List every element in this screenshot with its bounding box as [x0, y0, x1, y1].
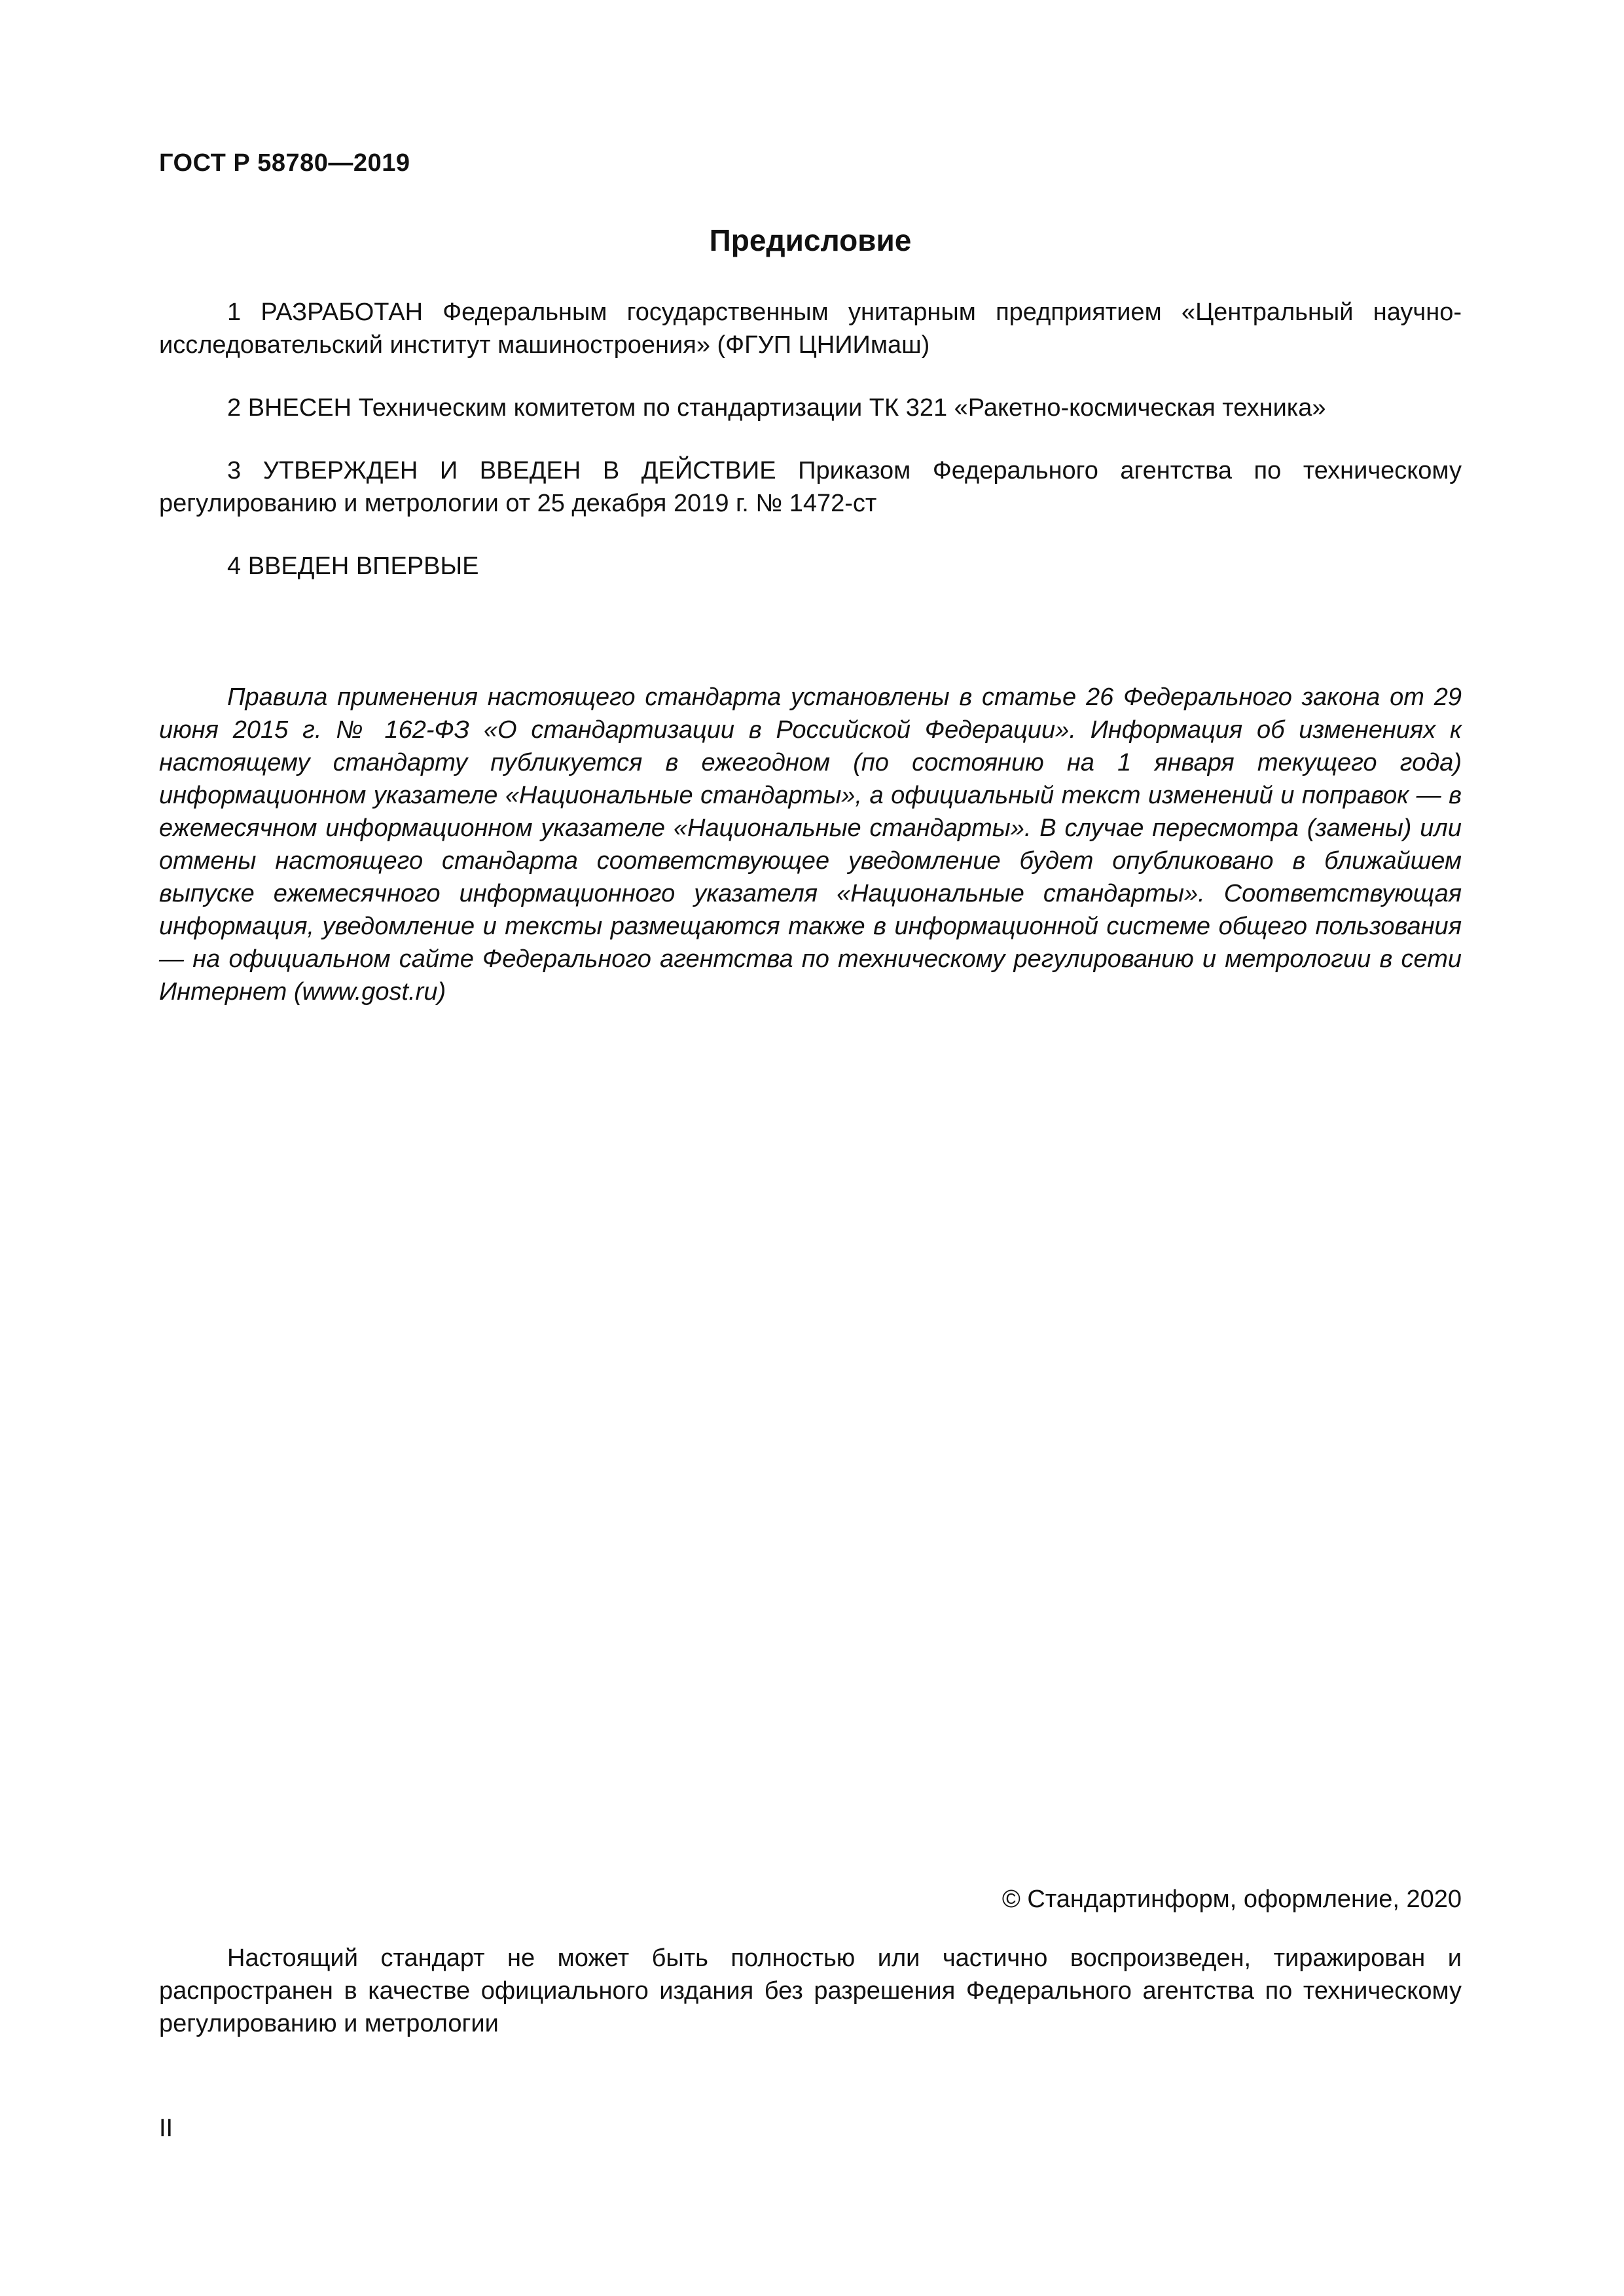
- copyright-line: © Стандартинформ, оформление, 2020: [1001, 1886, 1462, 1913]
- page-number: II: [159, 2115, 173, 2142]
- item-number: 1: [227, 299, 242, 326]
- item-number: 3: [227, 457, 242, 484]
- foreword-item-1: [159, 296, 1462, 361]
- document-code: ГОСТ Р 58780—2019: [159, 149, 410, 177]
- item-number: 4: [227, 553, 242, 580]
- item-text: ВНЕСЕН Техническим комитетом по стандартизации ТК 321 «Ракетно-космическая техника»: [247, 394, 1326, 422]
- page-title: Предисловие: [709, 223, 912, 257]
- rules-note: Правила применения настоящего стандарта установлены в статье 26 Федерального закона от 29 июня 2015 г. № 162-ФЗ «О стандартизации в Российской Федерации». Информация об изменениях к настоящему стандарту публикуется в ежегодном (по состоянию на 1 января текущего года) информационном указателе «Национальные стандарты», а официальный текст изменений и поправок — в ежемесячном информационном указателе «Национальные стандарты». В случае пересмотра (замены) или отмены настоящего стандарта соответствующее уведомление будет опубликовано в ближайшем выпуске ежемесячного информационного указателя «Национальные стандарты». Соответствующая информация, уведомление и тексты размещаются также в информационной системе общего пользования — на официальном сайте Федерального агентства по техническому регулированию и метрологии в сети Интернет (www.gost.ru): [159, 683, 1462, 1006]
- item-text: РАЗРАБОТАН Федеральным государственным унитарным предприятием «Центральный научно-исследовательский институт машиностроения» (ФГУП ЦНИИмаш): [159, 299, 1462, 359]
- foreword-item-2: [159, 392, 1462, 424]
- item-text: ВВЕДЕН ВПЕРВЫЕ: [247, 553, 479, 580]
- item-number: 2: [227, 394, 242, 422]
- item-text: УТВЕРЖДЕН И ВВЕДЕН В ДЕЙСТВИЕ Приказом Федерального агентства по техническому регулированию и метрологии от 25 декабря 2019 г. № 1472-ст: [159, 457, 1462, 517]
- foreword-item-3: [159, 454, 1462, 520]
- reproduction-note: Настоящий стандарт не может быть полностью или частично воспроизведен, тиражирован и распространен в качестве официального издания без разрешения Федерального агентства по техническому регулированию и метрологии: [159, 1944, 1462, 2037]
- foreword-item-4: [159, 550, 1462, 583]
